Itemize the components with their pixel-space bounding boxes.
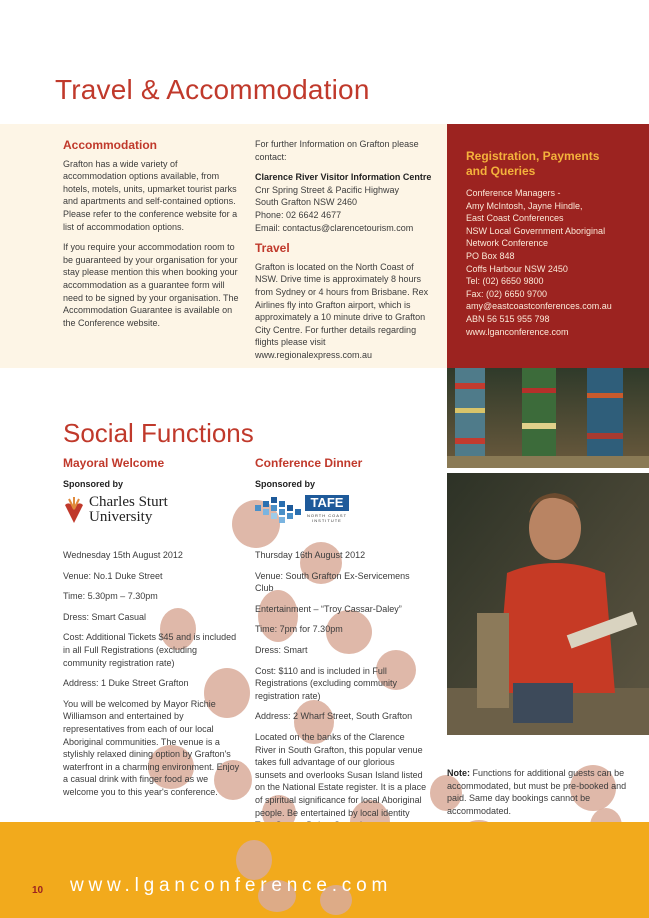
info-column [255, 138, 433, 370]
dinner-venue: Venue: South Grafton Ex-Servicemens Club [255, 570, 410, 594]
dinner-sponsored-label: Sponsored by [255, 479, 316, 489]
page-title: Travel & Accommodation [55, 74, 370, 105]
tafe-logo [255, 495, 427, 531]
note-text: Functions for additional guests can be accommodated, but must be pre-booked and paid. Same day bookings cannot be accommodated. [447, 768, 627, 816]
mayoral-time: Time: 5.30pm – 7.30pm [63, 591, 158, 602]
performer-photo [447, 473, 649, 735]
charles-sturt-logo [63, 495, 241, 531]
charles-sturt-line-2: University [89, 509, 153, 525]
registration-website-link[interactable]: www.lganconference.com [466, 326, 569, 337]
mayoral-venue: Venue: No.1 Duke Street [63, 570, 163, 581]
dinner-description: Located on the banks of the Clarence River in South Grafton, this popular venue takes full advantage of our glorious sunsets and overlooks Susan Island listed on the National Estate register. It is a place of spiritual significance for local Aboriginal people. Be entertained by local identity [255, 731, 427, 818]
mayoral-date: Wednesday 15th August 2012 [63, 550, 183, 560]
dinner-cost: Cost: $110 and is included in Full Registrations (excluding community registration rate) [255, 665, 398, 701]
info-line-2: South Grafton NSW 2460 [255, 197, 358, 208]
info-line-4: Email: contactus@clarencetourism.com [255, 222, 414, 233]
mayoral-sponsored-label: Sponsored by [63, 479, 124, 489]
info-line-3: Phone: 02 6642 4677 [255, 209, 342, 220]
tafe-sub-2: INSTITUTE [312, 518, 342, 523]
tafe-name: TAFE [305, 495, 349, 511]
info-org: Clarence River Visitor Information Centre [255, 172, 432, 183]
decorative-dot [236, 840, 272, 880]
dinner-dress: Dress: Smart [255, 644, 308, 655]
charles-sturt-line-1: Charles Sturt [89, 494, 168, 510]
registration-line: NSW Local Government Aboriginal [466, 225, 606, 236]
registration-line: Network Conference [466, 238, 549, 249]
charles-sturt-emblem-icon [63, 497, 85, 523]
conference-dinner-column [255, 456, 427, 865]
registration-line: Conference Managers - [466, 188, 561, 198]
dinner-time: Time: 7pm for 7.30pm [255, 624, 343, 635]
conference-dinner-heading: Conference Dinner [255, 456, 363, 470]
registration-line: ABN 56 515 955 798 [466, 313, 550, 324]
mayoral-dress: Dress: Smart Casual [63, 611, 147, 622]
tafe-sub-1: NORTH COAST [306, 513, 348, 518]
mayoral-description: You will be welcomed by Mayor Richie Williamson and entertained by representatives from each of our local Aboriginal communities. The venue is a stylishly relaxed dining option by Grafton's waterfront in a charming environment. Enjoy a casual drink with finger food as we welcome you to this year's conference. [63, 698, 240, 797]
registration-heading-line-1: Registration, Payments [466, 149, 600, 163]
registration-line: PO Box 848 [466, 250, 515, 261]
registration-heading-line-2: and Queries [466, 164, 536, 178]
dinner-address: Address: 2 Wharf Street, South Grafton [255, 711, 413, 722]
info-intro: For further Information on Grafton please contact: [255, 139, 419, 162]
note-block [447, 767, 627, 817]
accommodation-column [63, 139, 243, 337]
note-label: Note: [447, 768, 470, 778]
accommodation-para-2: If you require your accommodation room to be guaranteed by your organisation for your stay please mention this when booking your accommodation as a guarantee form will need to be signed by your organisation. The Accommodation Guarantee is available on the Conference website. [63, 242, 239, 328]
accommodation-heading: Accommodation [63, 138, 158, 152]
dinner-entertainment: Entertainment – “Troy Cassar-Daley” [255, 603, 402, 614]
page-number: 10 [32, 885, 44, 896]
registration-line: Coffs Harbour NSW 2450 [466, 263, 568, 274]
registration-line: Tel: (02) 6650 9800 [466, 276, 544, 287]
travel-heading: Travel [255, 241, 290, 256]
info-line-1: Cnr Spring Street & Pacific Highway [255, 184, 400, 195]
mayoral-welcome-column [63, 456, 241, 807]
social-functions-title: Social Functions [63, 418, 254, 448]
mayoral-welcome-heading: Mayoral Welcome [63, 456, 165, 470]
accommodation-para-1: Grafton has a wide variety of accommodation options available, from hotels, motels, units, upmarket tourist parks and apartments and self-contained options. Please refer to the conference website for a list of accommodation options. [63, 158, 238, 232]
registration-line: Fax: (02) 6650 9700 [466, 288, 548, 299]
registration-line: Amy McIntosh, Jayne Hindle, [466, 200, 583, 211]
footer-url-link[interactable]: www.lganconference.com [70, 875, 393, 896]
registration-email-link[interactable]: amy@eastcoastconferences.com.au [466, 301, 612, 312]
tafe-grid-icon [255, 497, 301, 525]
registration-heading [466, 149, 641, 179]
mayoral-address: Address: 1 Duke Street Grafton [63, 678, 189, 689]
travel-text: Grafton is located on the North Coast of NSW. Drive time is approximately 8 hours from Sydney or 4 hours from Brisbane. Rex Airlines fly into Grafton airport, which is approximately a 10 minute drive to Grafton City Centre. For further details regarding flights please visit www.regionalexpress.com.au [255, 261, 429, 360]
registration-line: East Coast Conferences [466, 213, 564, 224]
mayoral-cost: Cost: Additional Tickets $45 and is included in all Full Registrations (excluding community registration rate) [63, 632, 237, 668]
painted-posts-photo [447, 368, 649, 468]
dinner-date: Thursday 16th August 2012 [255, 550, 366, 560]
registration-box [447, 124, 649, 368]
